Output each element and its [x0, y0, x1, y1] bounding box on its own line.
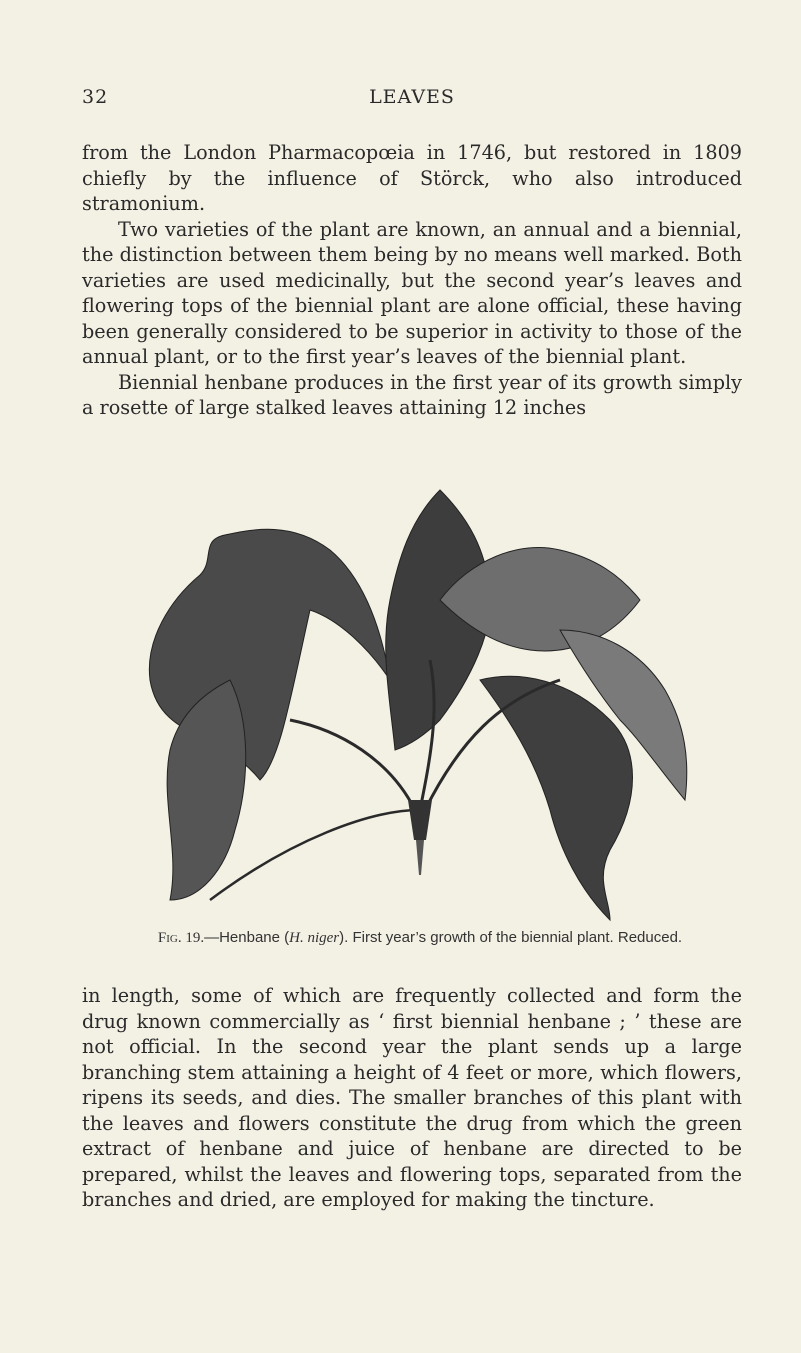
paragraph-biennial: Biennial henbane produces in the first year of its growth simply a rosette of large stalked leaves attaining 12 inches: [82, 370, 742, 419]
page-number: 32: [82, 86, 109, 108]
caption-text-after: ). First year’s growth of the biennial plant. Reduced.: [339, 929, 683, 946]
body-text-top: [82, 140, 742, 421]
paragraph-continuation: from the London Pharmacopœia in 1746, but restored in 1809 chiefly by the influence of Störck, who also introduced stramonium.: [82, 141, 742, 215]
paragraph-length: in length, some of which are frequently collected and form the drug known commercially as ‘ first biennial henbane ; ’ these are not official. In the second year the plant sends up a large branching stem attaining a height of 4 feet or more, which flowers, ripens its seeds, and dies. The smaller branches of this plant with the leaves and flowers constitute the drug from which the green extract of henbane and juice of henbane are directed to be prepared, whilst the leaves and flowering tops, separated from the branches and dried, are employed for making the tincture.: [82, 984, 742, 1211]
running-head: [82, 86, 742, 116]
leaf-right-lower: [480, 676, 633, 920]
figure-caption: [120, 928, 720, 948]
figure-label: Fig. 19.: [157, 930, 205, 946]
henbane-illustration: [140, 480, 700, 925]
caption-species: H. niger: [289, 930, 340, 946]
body-text-bottom: [82, 983, 742, 1213]
root-crown: [408, 800, 432, 840]
leaf-stalk: [210, 810, 420, 900]
taproot: [416, 840, 424, 875]
running-title: LEAVES: [369, 86, 455, 108]
caption-text-before: —Henbane (: [204, 929, 290, 946]
paragraph-varieties: Two varieties of the plant are known, an annual and a biennial, the distinction between them being by no means well marked. Both varieties are used medicinally, but the second year’s leaves and flowering tops of the biennial plant are alone official, these having been generally considered to be superior in activity to those of the annual plant, or to the first year’s leaves of the biennial plant.: [82, 217, 742, 368]
